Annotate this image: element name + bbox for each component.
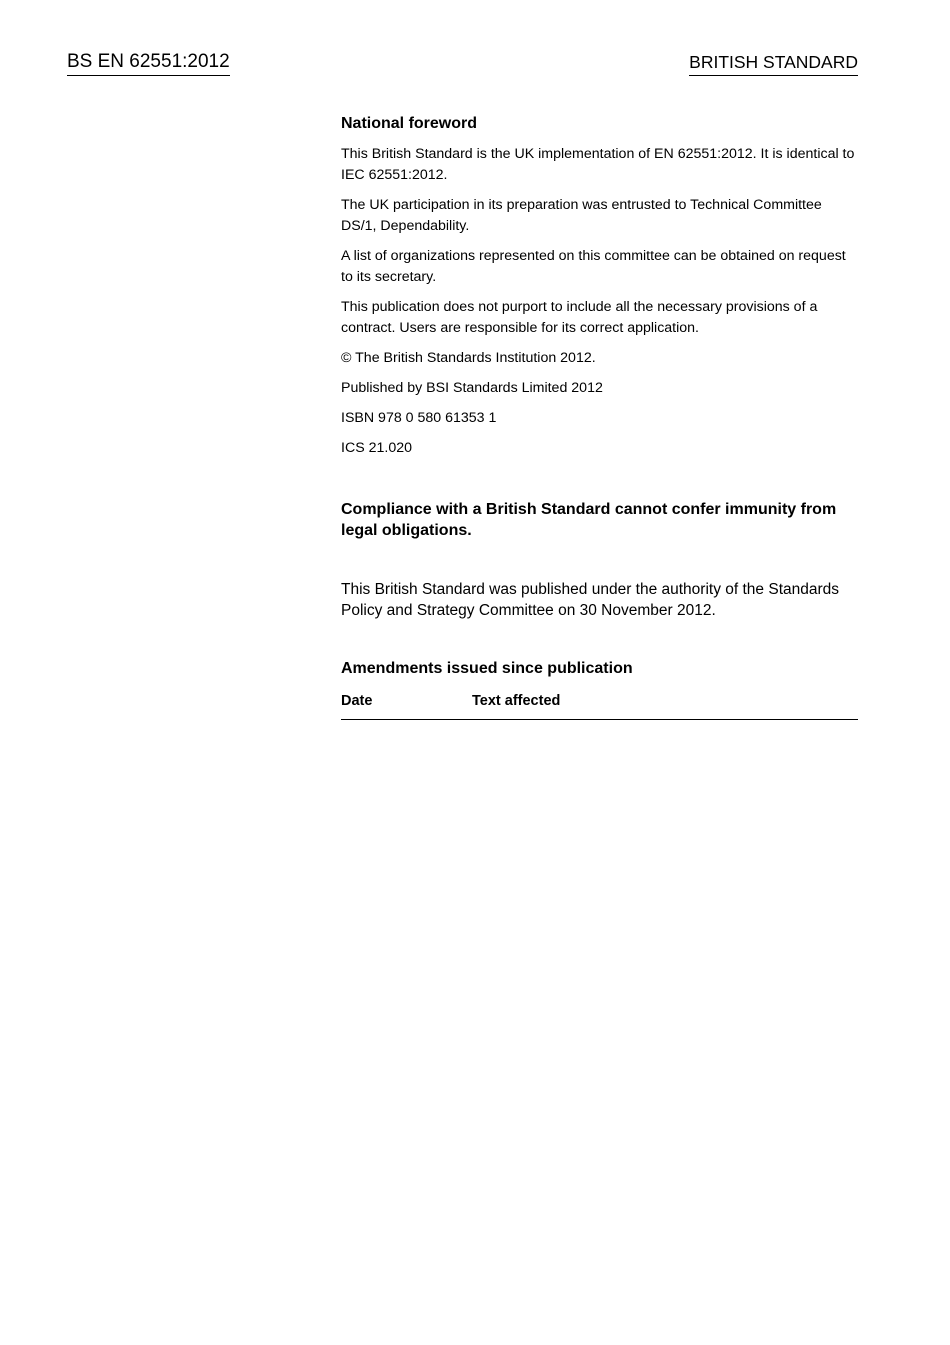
foreword-title: National foreword: [341, 115, 478, 132]
document-number: BS EN 62551:2012: [67, 50, 230, 76]
isbn-line: ISBN 978 0 580 61353 1: [341, 410, 497, 426]
amendments-column-date: Date: [341, 691, 472, 720]
amendments-title: Amendments issued since publication: [341, 660, 633, 677]
foreword-paragraph-organizations: A list of organizations represented on this committee can be obtained on request to its secretary.: [341, 248, 846, 285]
amendments-header-row: [341, 691, 858, 720]
authority-statement: This British Standard was published under the authority of the Standards Policy and Strategy Committee on 30 November 2012.: [341, 581, 840, 619]
foreword-paragraph-provisions: This publication does not purport to include all the necessary provisions of a contract. Users are responsible for its correct application.: [341, 299, 818, 336]
ics-line: ICS 21.020: [341, 440, 412, 456]
copyright-line: © The British Standards Institution 2012.: [341, 350, 596, 366]
publisher-line: Published by BSI Standards Limited 2012: [341, 380, 603, 396]
foreword-content: [341, 113, 858, 720]
foreword-paragraph-implementation: This British Standard is the UK implementation of EN 62551:2012. It is identical to IEC 62551:2012.: [341, 146, 855, 183]
foreword-paragraph-participation: The UK participation in its preparation was entrusted to Technical Committee DS/1, Dependability.: [341, 197, 822, 234]
amendments-table: [341, 691, 858, 720]
compliance-statement: Compliance with a British Standard cannot confer immunity from legal obligations.: [341, 501, 837, 539]
document-type: BRITISH STANDARD: [689, 50, 858, 76]
amendments-column-text-affected: Text affected: [472, 691, 858, 720]
